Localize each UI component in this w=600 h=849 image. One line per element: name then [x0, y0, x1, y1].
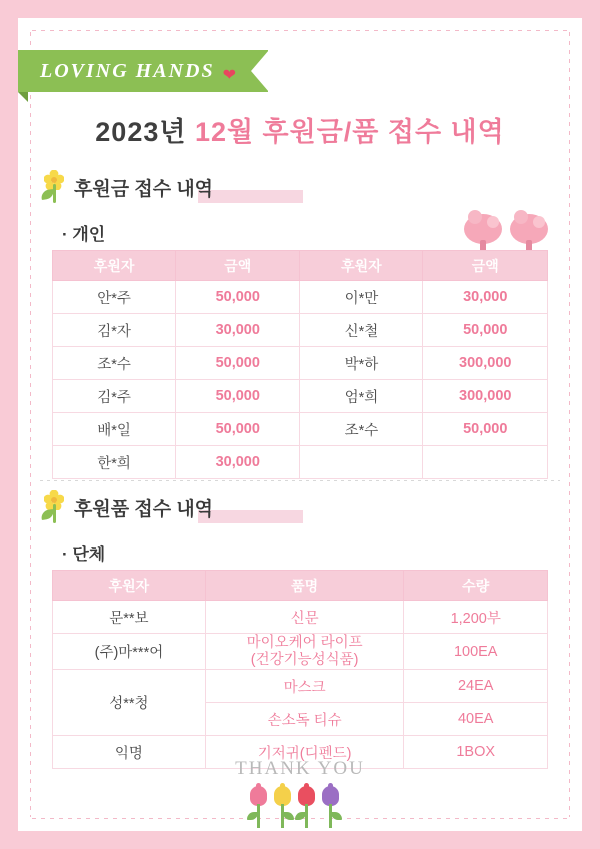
- cell-amount: 30,000: [176, 314, 300, 347]
- donation-goods-table: [52, 570, 548, 769]
- decorative-border-right: [569, 32, 570, 817]
- cell-amount: 30,000: [423, 281, 548, 314]
- section-2-title: 후원품 접수 내역: [74, 498, 214, 520]
- cell-amount: 50,000: [176, 380, 300, 413]
- cell-amount: 30,000: [176, 446, 300, 479]
- cell-qty: 40EA: [404, 703, 548, 736]
- table-header-row: [53, 251, 548, 281]
- cell-donor: 문**보: [53, 601, 206, 634]
- section-2-heading: [40, 490, 213, 524]
- cell-donor: 엄*희: [300, 380, 423, 413]
- table-row: [53, 347, 548, 380]
- cell-donor: 이*만: [300, 281, 423, 314]
- col-donor-2: 후원자: [300, 251, 423, 281]
- decorative-border-left: [30, 32, 31, 817]
- cell-amount: 50,000: [423, 314, 548, 347]
- cell-amount: 50,000: [176, 281, 300, 314]
- tulip-icon: [322, 786, 339, 828]
- page-title-month: 12월 후원금/품 접수 내역: [194, 117, 505, 147]
- table-row: [53, 670, 548, 703]
- col-donor: 후원자: [53, 571, 206, 601]
- section-divider: [40, 480, 560, 481]
- cell-qty: 100EA: [404, 634, 548, 670]
- cell-qty: 1BOX: [404, 736, 548, 769]
- col-amount-2: 금액: [423, 251, 548, 281]
- poster-card: [18, 18, 582, 831]
- tulip-icon: [298, 786, 315, 828]
- table-header-row: [53, 571, 548, 601]
- cell-qty: 24EA: [404, 670, 548, 703]
- flower-icon: [40, 170, 70, 204]
- cell-item: 손소독 티슈: [205, 703, 404, 736]
- cell-amount: 50,000: [176, 413, 300, 446]
- section-1-heading: [40, 170, 213, 204]
- cell-donor: 배*일: [53, 413, 176, 446]
- table-row: [53, 314, 548, 347]
- page-title: [18, 110, 582, 149]
- cell-qty: 1,200부: [404, 601, 548, 634]
- cell-donor: 성**청: [53, 670, 206, 736]
- cell-empty: [300, 446, 423, 479]
- cell-donor: 김*자: [53, 314, 176, 347]
- banner-ribbon-tail: [18, 92, 28, 102]
- cell-item-line2: (건강기능성식품): [250, 651, 359, 668]
- cell-donor: 박*하: [300, 347, 423, 380]
- page-title-year: 2023년: [95, 117, 195, 147]
- heart-icon: ❤: [222, 67, 236, 84]
- cell-item: 기저귀(디펜드): [205, 736, 404, 769]
- cell-amount: 300,000: [423, 380, 548, 413]
- tulip-decoration: [250, 786, 350, 828]
- thank-you-text: THANK YOU: [235, 758, 365, 779]
- cell-donor: 조*수: [53, 347, 176, 380]
- table-row: [53, 446, 548, 479]
- cell-amount: 50,000: [423, 413, 548, 446]
- section-1-subheading: · 개인: [62, 225, 106, 244]
- donation-money-table: [52, 250, 548, 479]
- cell-empty: [423, 446, 548, 479]
- cell-item: [205, 634, 404, 670]
- cell-item-line1: 마이오케어 라이프: [246, 635, 363, 651]
- table-row: [53, 634, 548, 670]
- cell-donor: 익명: [53, 736, 206, 769]
- cell-donor: 조*수: [300, 413, 423, 446]
- col-qty: 수량: [404, 571, 548, 601]
- cell-amount: 50,000: [176, 347, 300, 380]
- brand-name: LOVING HANDS: [40, 59, 215, 82]
- cell-item: 신문: [205, 601, 404, 634]
- table-row: [53, 281, 548, 314]
- table-row: [53, 601, 548, 634]
- flower-icon: [40, 490, 70, 524]
- section-2-subheading: · 단체: [62, 545, 106, 564]
- cell-amount: 300,000: [423, 347, 548, 380]
- section-1-title: 후원금 접수 내역: [74, 178, 214, 200]
- cell-donor: (주)마***어: [53, 634, 206, 670]
- cell-donor: 한*희: [53, 446, 176, 479]
- tulip-icon: [250, 786, 267, 828]
- decorative-border-top: [32, 30, 568, 31]
- col-amount-1: 금액: [176, 251, 300, 281]
- col-donor-1: 후원자: [53, 251, 176, 281]
- table-row: [53, 413, 548, 446]
- section-2-highlight: [198, 510, 303, 523]
- cell-donor: 신*철: [300, 314, 423, 347]
- col-item: 품명: [205, 571, 404, 601]
- cell-item: 마스크: [205, 670, 404, 703]
- section-1-highlight: [198, 190, 303, 203]
- table-row: [53, 380, 548, 413]
- cell-donor: 김*주: [53, 380, 176, 413]
- brand-banner: [18, 50, 268, 92]
- cell-donor: 안*주: [53, 281, 176, 314]
- tulip-icon: [274, 786, 291, 828]
